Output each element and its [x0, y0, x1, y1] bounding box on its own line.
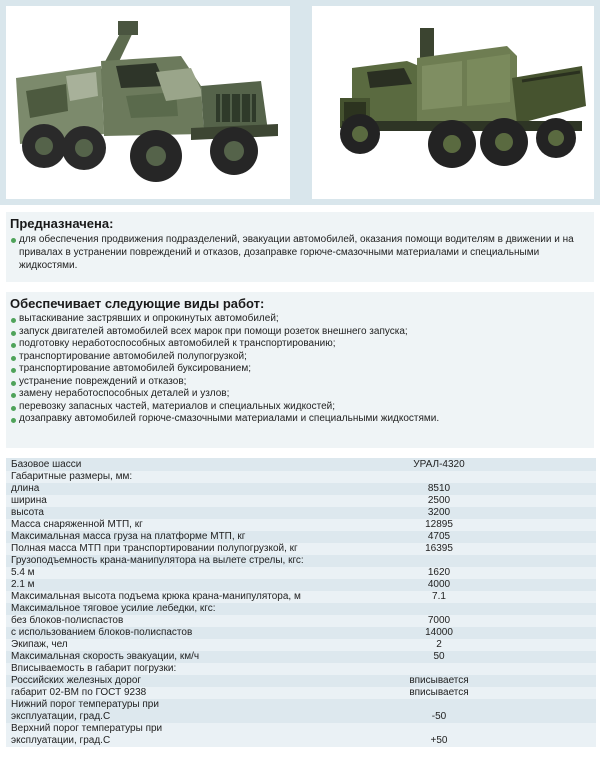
- works-item: запуск двигателей автомобилей всех марок при помощи розеток внешнего запуска;: [10, 326, 594, 339]
- spec-label: Российских железных дорог: [11, 675, 142, 686]
- spec-row: [6, 579, 596, 591]
- works-item: перевозку запасных частей, материалов и специальных жидкостей;: [10, 401, 594, 414]
- spec-value: 12895: [425, 519, 453, 530]
- spec-label: габарит 02-ВМ по ГОСТ 9238: [11, 687, 147, 698]
- purpose-section: [6, 212, 594, 282]
- spec-row: [6, 699, 596, 723]
- spec-label: высота: [11, 507, 44, 518]
- spec-value: 3200: [427, 507, 451, 518]
- works-title: Обеспечивает следующие виды работ:: [10, 296, 265, 311]
- spec-value: 2500: [427, 495, 451, 506]
- spec-row: [6, 615, 596, 627]
- spec-label: Экипаж, чел: [11, 639, 68, 650]
- works-item: подготовку неработоспособных автомобилей к транспортированию;: [10, 338, 594, 351]
- spec-label: Полная масса МТП при транспортировании полупогрузкой, кг: [11, 543, 298, 554]
- spec-row: [6, 639, 596, 651]
- spec-label: без блоков-полиспастов: [11, 615, 124, 626]
- spec-label: Масса снаряженной МТП, кг: [11, 519, 143, 530]
- spec-row: [6, 495, 596, 507]
- spec-label: Грузоподъемность крана-манипулятора на вылете стрелы, кгс:: [11, 555, 304, 566]
- spec-row: [6, 627, 596, 639]
- truck-photo-camouflage: [6, 6, 290, 199]
- spec-row: [6, 483, 596, 495]
- works-list: [6, 313, 594, 426]
- spec-value: 1620: [427, 567, 451, 578]
- spec-row: [6, 507, 596, 519]
- works-section: [6, 292, 594, 448]
- spec-row: [6, 555, 596, 567]
- spec-value: 16395: [425, 543, 453, 554]
- specs-table: [6, 458, 596, 747]
- works-item: транспортирование автомобилей полупогрузкой;: [10, 351, 594, 364]
- purpose-title: Предназначена:: [10, 216, 114, 231]
- spec-row: [6, 471, 596, 483]
- spec-row: [6, 458, 596, 471]
- spec-value: 4000: [427, 579, 451, 590]
- spec-value: вписывается: [409, 687, 469, 698]
- spec-value: 4705: [427, 531, 451, 542]
- works-item: транспортирование автомобилей буксированием;: [10, 363, 594, 376]
- spec-row: [6, 519, 596, 531]
- spec-label: 5.4 м: [11, 567, 35, 578]
- spec-label: Габаритные размеры, мм:: [11, 471, 133, 482]
- spec-value: 14000: [425, 627, 453, 638]
- works-item: замену неработоспособных деталей и узлов;: [10, 388, 594, 401]
- spec-label: Максимальное тяговое усилие лебедки, кгс:: [11, 603, 216, 614]
- spec-value: +50: [430, 735, 448, 746]
- works-item: устранение повреждений и отказов;: [10, 376, 594, 389]
- spec-label: Базовое шасси: [11, 459, 82, 470]
- spec-value: 50: [433, 651, 445, 662]
- spec-label: Верхний порог температуры при эксплуатации, град.С: [11, 723, 163, 746]
- spec-value: 2: [436, 639, 442, 650]
- purpose-text: для обеспечения продвижения подразделений, эвакуации автомобилей, оказания помощи водителям в движении и на привалах в устранении повреждений и отказов, дозаправке горюче-смазочными материалами и специальными жидкостями.: [10, 233, 594, 272]
- photo-strip: [0, 0, 600, 205]
- spec-label: Максимальная скорость эвакуации, км/ч: [11, 651, 200, 662]
- spec-label: Нижний порог температуры при эксплуатации, град.С: [11, 699, 159, 722]
- spec-row: [6, 603, 596, 615]
- spec-label: длина: [11, 483, 40, 494]
- spec-row: [6, 531, 596, 543]
- spec-row: [6, 723, 596, 747]
- spec-row: [6, 567, 596, 579]
- spec-row: [6, 591, 596, 603]
- spec-row: [6, 687, 596, 699]
- spec-label: ширина: [11, 495, 47, 506]
- works-item: дозаправку автомобилей горюче-смазочными материалами и специальными жидкостями.: [10, 413, 594, 426]
- spec-label: Вписываемость в габарит погрузки:: [11, 663, 177, 674]
- spec-row: [6, 675, 596, 687]
- spec-row: [6, 651, 596, 663]
- spec-value: 8510: [427, 483, 451, 494]
- spec-row: [6, 543, 596, 555]
- spec-value: 7.1: [432, 591, 446, 602]
- spec-value: 7000: [427, 615, 451, 626]
- spec-label: Максимальная высота подъема крюка крана-манипулятора, м: [11, 591, 301, 602]
- spec-value: вписывается: [409, 675, 469, 686]
- spec-row: [6, 663, 596, 675]
- spec-label: Максимальная масса груза на платформе МТП, кг: [11, 531, 246, 542]
- spec-label: 2.1 м: [11, 579, 35, 590]
- spec-value: УРАЛ-4320: [413, 459, 465, 470]
- spec-value: -50: [431, 711, 447, 722]
- works-item: вытаскивание застрявших и опрокинутых автомобилей;: [10, 313, 594, 326]
- truck-photo-green: [312, 6, 594, 199]
- spec-label: с использованием блоков-полиспастов: [11, 627, 193, 638]
